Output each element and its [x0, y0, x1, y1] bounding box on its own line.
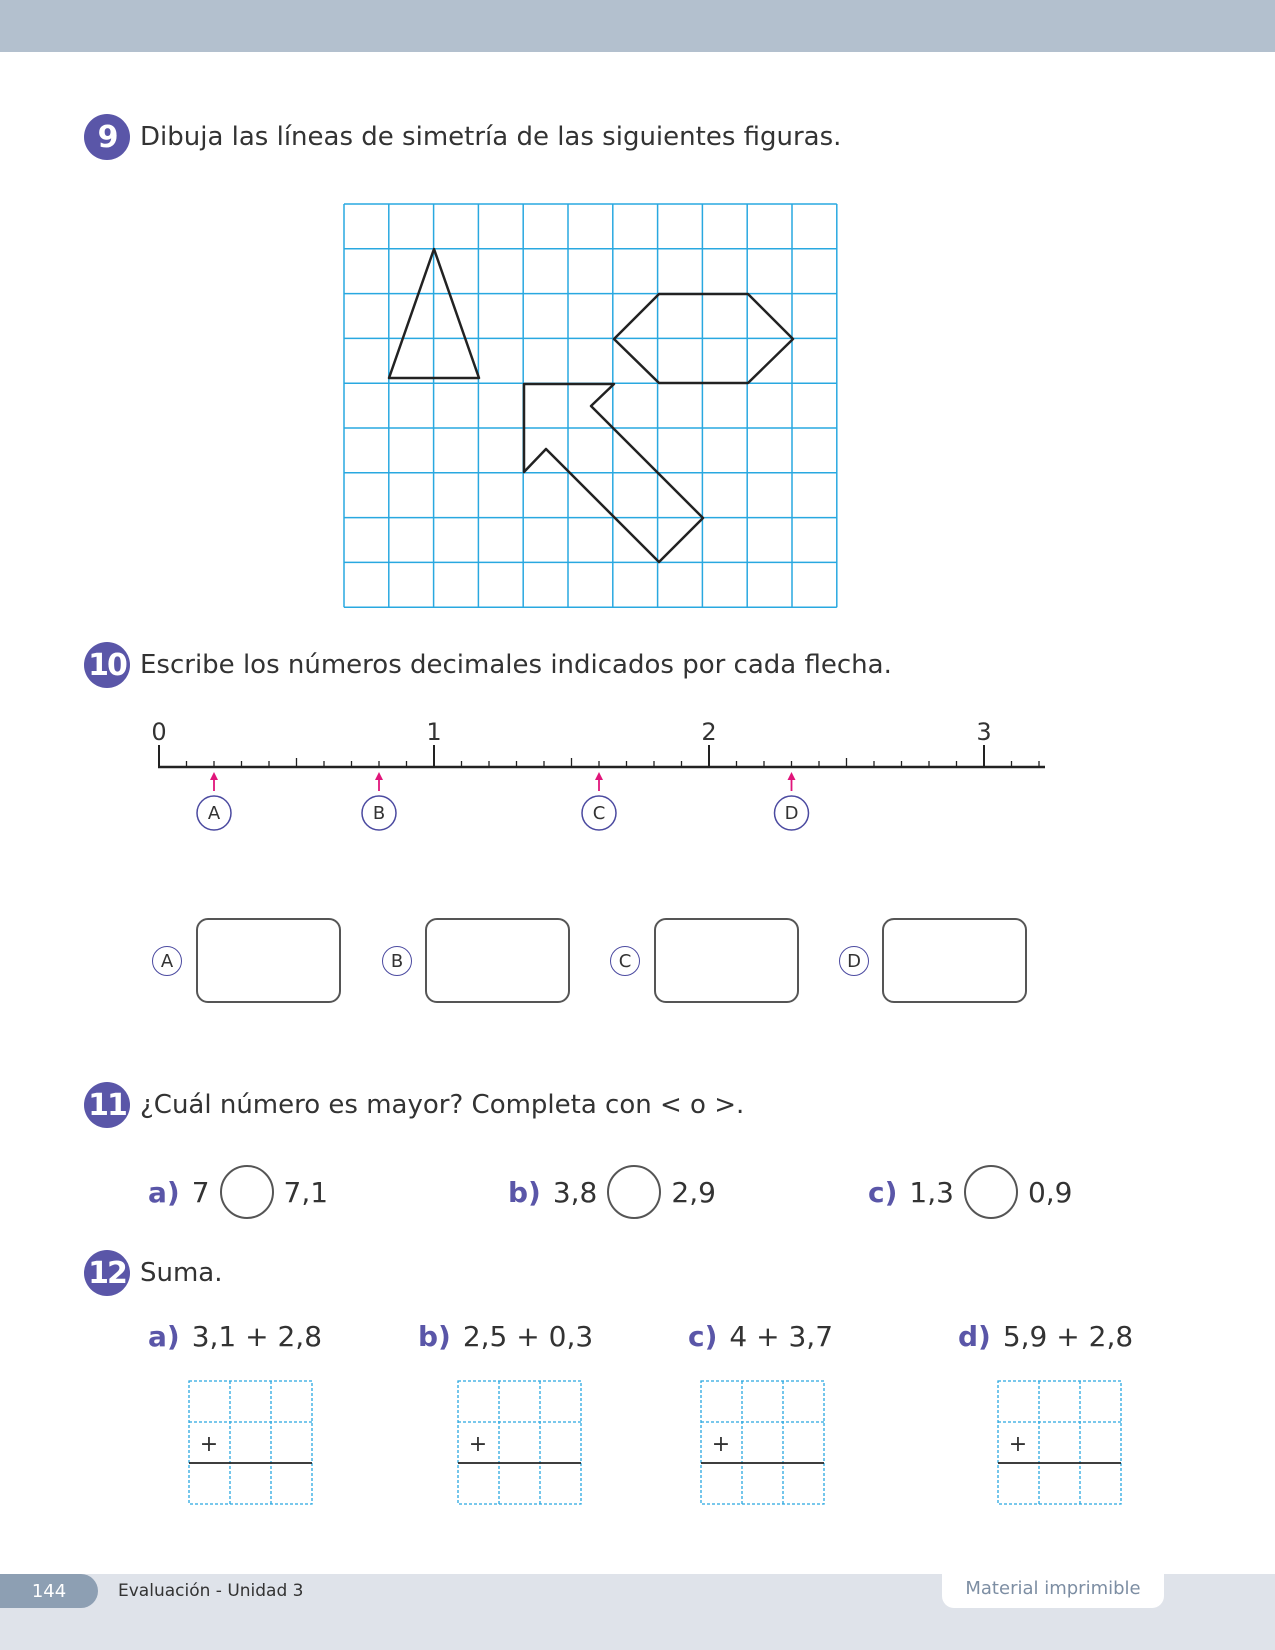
sum-item-b [418, 1320, 593, 1353]
arrow-marker-a-label: A [207, 803, 221, 824]
compare-item-c-left: 1,3 [909, 1175, 954, 1209]
exercise-9-badge: 9 [84, 114, 130, 160]
arrow-marker-a [197, 772, 231, 830]
compare-item-c [868, 1165, 1072, 1219]
sum-grid-d-plus: + [1008, 1432, 1028, 1457]
sum-grid-c-plus: + [711, 1432, 731, 1457]
compare-item-b [508, 1165, 716, 1219]
sum-item-c-letter: c) [688, 1320, 718, 1353]
sum-item-c [688, 1320, 833, 1353]
number-line-label-3: 3 [976, 718, 992, 746]
compare-circle-a[interactable] [220, 1165, 274, 1219]
sum-item-a-letter: a) [148, 1320, 180, 1353]
page-number: 144 [0, 1574, 98, 1608]
compare-circle-b[interactable] [607, 1165, 661, 1219]
compare-item-a-left: 7 [191, 1175, 210, 1209]
compare-item-a [148, 1165, 328, 1219]
footer-title: Evaluación - Unidad 3 [118, 1581, 304, 1601]
sum-item-c-expression: 4 + 3,7 [729, 1320, 834, 1353]
exercise-10-badge: 10 [84, 642, 130, 688]
sum-item-d-letter: d) [958, 1320, 991, 1353]
number-line [140, 708, 1060, 838]
answer-label-b: B [382, 946, 412, 976]
exercise-10-instruction: Escribe los números decimales indicados por cada flecha. [140, 650, 892, 680]
answer-label-c: C [610, 946, 640, 976]
sum-grid-a[interactable] [188, 1380, 313, 1505]
compare-item-a-right: 7,1 [283, 1175, 329, 1209]
material-label: Material imprimible [942, 1568, 1164, 1608]
arrow-marker-c-label: C [592, 803, 606, 824]
exercise-9-instruction: Dibuja las líneas de simetría de las siguientes figuras. [140, 122, 842, 152]
compare-item-b-left: 3,8 [552, 1175, 598, 1209]
arrow-marker-c [582, 772, 616, 830]
exercise-12-badge: 12 [84, 1250, 130, 1296]
arrow-marker-b [362, 772, 396, 830]
sum-item-d [958, 1320, 1133, 1353]
arrow-marker-d [775, 772, 809, 830]
compare-item-a-letter: a) [148, 1175, 180, 1209]
answer-label-d: D [839, 946, 869, 976]
number-line-label-1: 1 [426, 718, 442, 746]
sum-grid-a-plus: + [199, 1432, 219, 1457]
compare-item-b-right: 2,9 [671, 1175, 716, 1209]
sum-grid-c[interactable] [700, 1380, 825, 1505]
exercise-11-badge: 11 [84, 1082, 130, 1128]
sum-item-b-letter: b) [418, 1320, 451, 1353]
exercise-12-instruction: Suma. [140, 1258, 223, 1288]
number-line-label-2: 2 [701, 718, 717, 746]
sum-item-a [148, 1320, 322, 1353]
compare-item-c-right: 0,9 [1027, 1175, 1073, 1209]
answer-box-b[interactable] [425, 918, 570, 1003]
exercise-11-instruction: ¿Cuál número es mayor? Completa con < o >. [140, 1090, 745, 1120]
sum-item-b-expression: 2,5 + 0,3 [462, 1320, 594, 1353]
sum-item-a-expression: 3,1 + 2,8 [191, 1320, 323, 1353]
top-bar [0, 0, 1275, 52]
answer-box-c[interactable] [654, 918, 799, 1003]
compare-circle-c[interactable] [964, 1165, 1018, 1219]
number-line-label-0: 0 [151, 718, 167, 746]
answer-label-a: A [152, 946, 182, 976]
symmetry-grid [340, 200, 845, 615]
sum-grid-b-plus: + [468, 1432, 488, 1457]
compare-item-b-letter: b) [508, 1175, 541, 1209]
compare-item-c-letter: c) [868, 1175, 898, 1209]
answer-box-d[interactable] [882, 918, 1027, 1003]
sum-item-d-expression: 5,9 + 2,8 [1002, 1320, 1134, 1353]
arrow-marker-d-label: D [784, 803, 799, 824]
answer-box-a[interactable] [196, 918, 341, 1003]
arrow-marker-b-label: B [372, 803, 386, 824]
sum-grid-b[interactable] [457, 1380, 582, 1505]
sum-grid-d[interactable] [997, 1380, 1122, 1505]
